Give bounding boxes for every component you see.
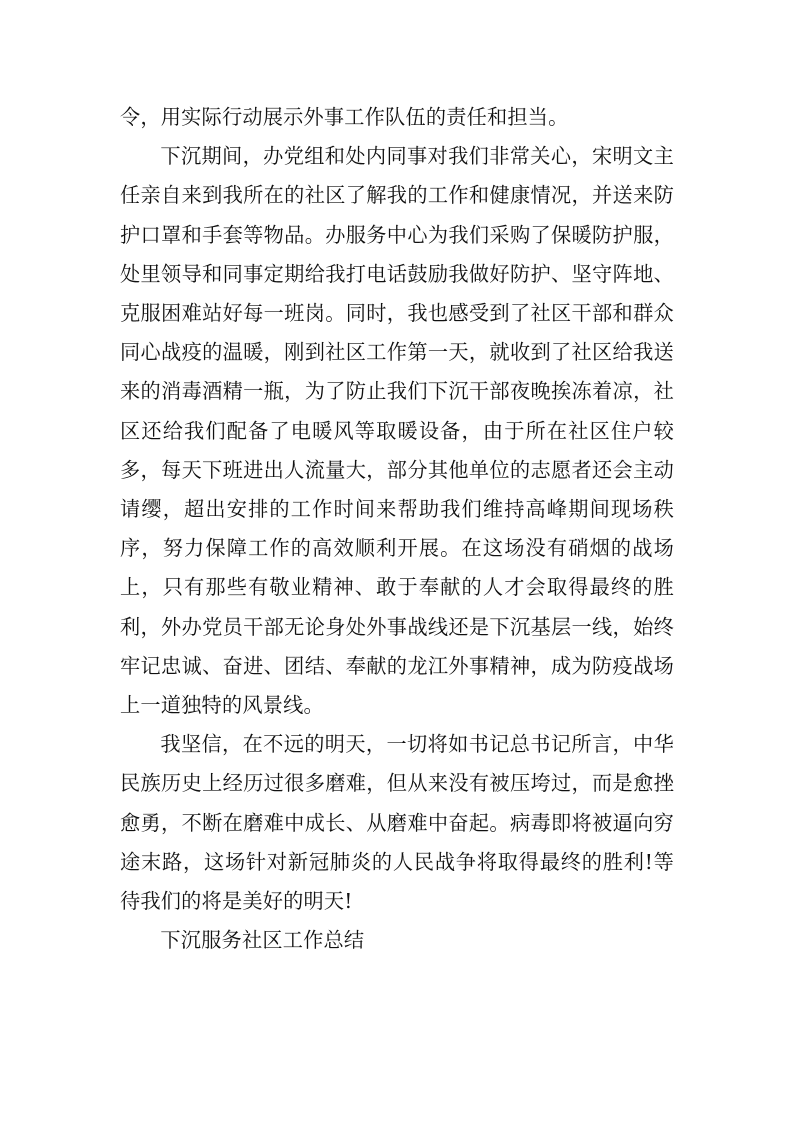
paragraph-continuation: 令，用实际行动展示外事工作队伍的责任和担当。	[120, 105, 569, 129]
paragraph-support-during-deployment: 下沉期间，办党组和处内同事对我们非常关心，宋明文主任亲自来到我所在的社区了解我的工作和健康情况，并送来防护口罩和手套等物品。办服务中心为我们采购了保暖防护服，处里领导和同事定期给我打电话鼓励我做好防护、坚守阵地、克服困难站好每一班岗。同时，我也感受到了社区干部和群众同心战疫的温暖，刚到社区工作第一天，就收到了社区给我送来的消毒酒精一瓶，为了防止我们下沉干部夜晚挨冻着凉，社区还给我们配备了电暖风等取暖设备，由于所在社区住户较多，每天下班进出人流量大，部分其他单位的志愿者还会主动请缨，超出安排的工作时间来帮助我们维持高峰期间现场秩序，努力保障工作的高效顺利开展。在这场没有硝烟的战场上，只有那些有敬业精神、敢于奉献的人才会取得最终的胜利，外办党员干部无论身处外事战线还是下沉基层一线，始终牢记忠诚、奋进、团结、奉献的龙江外事精神，成为防疫战场上一道独特的风景线。	[120, 144, 674, 718]
document-body	[120, 98, 674, 960]
section-heading: 下沉服务社区工作总结	[160, 928, 365, 953]
paragraph-conviction: 我坚信，在不远的明天，一切将如书记总书记所言，中华民族历史上经历过很多磨难，但从来没有被压垮过，而是愈挫愈勇，不断在磨难中成长、从磨难中奋起。病毒即将被逼向穷途末路，这场针对新冠肺炎的人民战争将取得最终的胜利!等待我们的将是美好的明天!	[120, 732, 674, 914]
